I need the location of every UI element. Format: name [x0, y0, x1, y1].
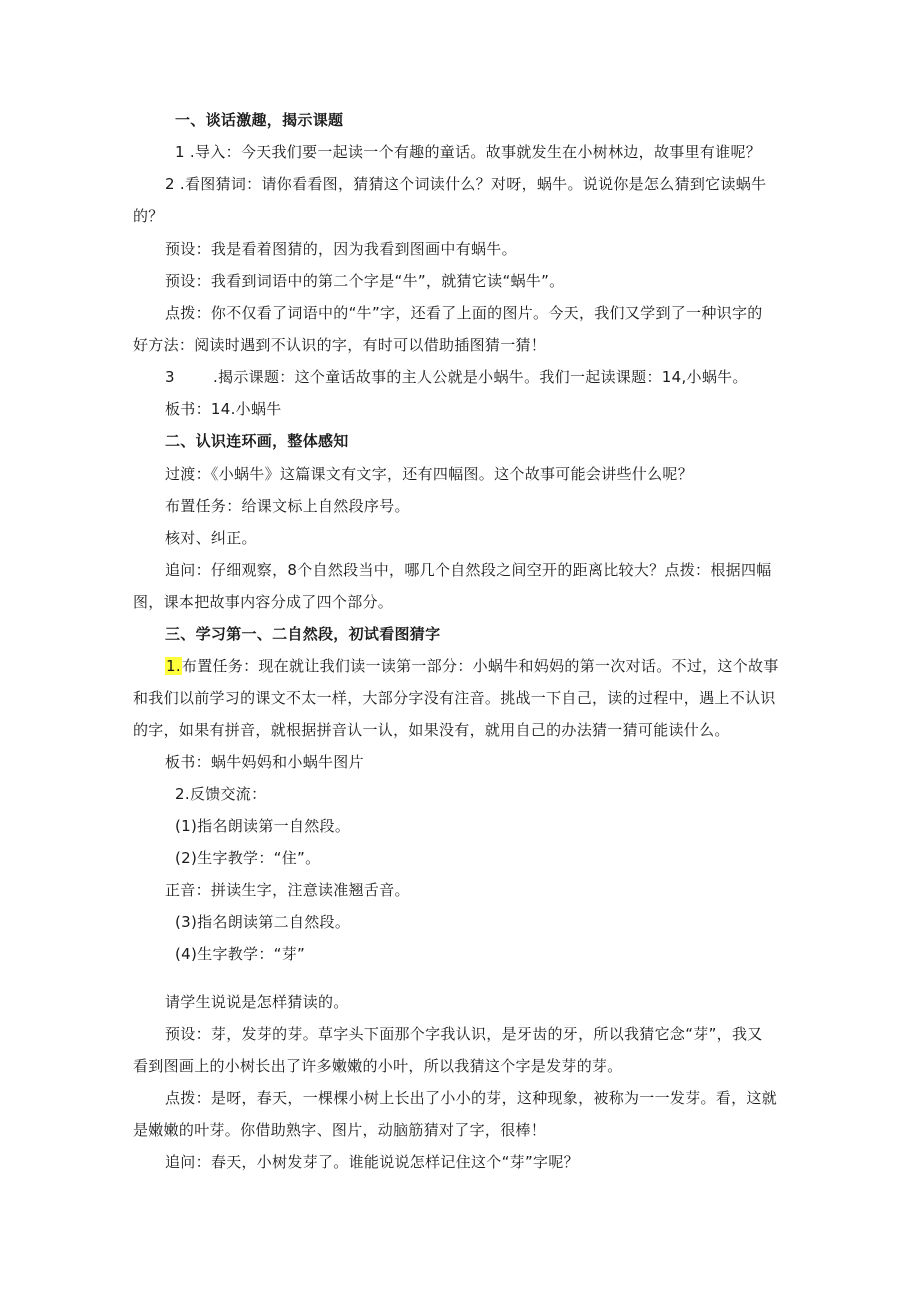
paragraph-guess-word-cont: 的？ [133, 207, 164, 225]
paragraph-task-2-cont-2: 的字，如果有拼音，就根据拼音认一认，如果没有，就用自己的办法猜一猜可能读什么。 [133, 721, 730, 739]
paragraph-correct: 正音：拼读生字，注意读准翘舌音。 [165, 881, 410, 899]
paragraph-sub-2: (2)生字教学：“住”。 [175, 849, 321, 867]
paragraph-guess-word: 2 .看图猜词：请你看看图，猜猜这个词读什么？对呀，蜗牛。说说你是怎么猜到它读蜗牛 [165, 175, 767, 193]
section-heading-2: 二、认识连环画，整体感知 [165, 432, 349, 450]
paragraph-ask-students: 请学生说说是怎样猜读的。 [165, 993, 349, 1011]
paragraph-ask-1-cont: 图，课本把故事内容分成了四个部分。 [133, 593, 394, 611]
paragraph-tip-1: 点拨：你不仅看了词语中的“牛”字，还看了上面的图片。今天，我们又学到了一种识字的 [165, 304, 763, 322]
paragraph-preset-1: 预设：我是看着图猜的，因为我看到图画中有蜗牛。 [165, 240, 517, 258]
paragraph-sub-1: (1)指名朗读第一自然段。 [175, 817, 351, 835]
paragraph-board-1: 板书：14.小蜗牛 [165, 400, 282, 418]
paragraph-feedback: 2.反馈交流： [175, 785, 267, 803]
paragraph-tip-2: 点拨：是呀，春天，一棵棵小树上长出了小小的芽，这种现象，被称为一一发芽。看，这就 [165, 1089, 778, 1107]
paragraph-board-2: 板书：蜗牛妈妈和小蜗牛图片 [165, 753, 364, 771]
paragraph-sub-4: (4)生字教学：“芽” [175, 945, 306, 963]
paragraph-task-2 [165, 656, 779, 676]
section-heading-3: 三、学习第一、二自然段，初试看图猜字 [165, 625, 441, 643]
paragraph-check: 核对、纠正。 [165, 529, 257, 547]
paragraph-transition: 过渡：《小蜗牛》这篇课文有文字，还有四幅图。这个故事可能会讲些什么呢？ [165, 465, 694, 483]
section-heading-1: 一、谈话激趣，揭示课题 [175, 111, 344, 129]
paragraph-sub-3: (3)指名朗读第二自然段。 [175, 913, 351, 931]
paragraph-task-1: 布置任务：给课文标上自然段序号。 [165, 497, 410, 515]
paragraph-preset-3: 预设：芽，发芽的芽。草字头下面那个字我认识，是牙齿的牙，所以我猜它念“芽”，我又 [165, 1025, 763, 1043]
paragraph-tip-2-cont: 是嫩嫩的叶芽。你借助熟字、图片，动脑筋猜对了字，很棒！ [133, 1121, 547, 1139]
paragraph-ask-1: 追问：仔细观察，8个自然段当中，哪几个自然段之间空开的距离比较大？点拨：根据四幅 [165, 561, 772, 579]
paragraph-preset-3-cont: 看到图画上的小树长出了许多嫩嫩的小叶，所以我猜这个字是发芽的芽。 [133, 1057, 623, 1075]
paragraph-reveal-title: .揭示课题：这个童话故事的主人公就是小蜗牛。我们一起读课题：14,小蜗牛。 [213, 368, 748, 386]
paragraph-task-2-cont-1: 和我们以前学习的课文不太一样，大部分字没有注音。挑战一下自己，读的过程中，遇上不认识 [133, 689, 776, 707]
paragraph-reveal-number: 3 [165, 368, 175, 386]
highlighted-number: 1. [166, 657, 181, 675]
paragraph-task-2-text: 布置任务：现在就让我们读一读第一部分：小蜗牛和妈妈的第一次对话。不过，这个故事 [181, 657, 779, 675]
paragraph-preset-2: 预设：我看到词语中的第二个字是“牛”，就猜它读“蜗牛”。 [165, 272, 565, 290]
paragraph-intro: 1 .导入：今天我们要一起读一个有趣的童话。故事就发生在小树林边，故事里有谁呢？ [175, 143, 762, 161]
paragraph-ask-2: 追问：春天，小树发芽了。谁能说说怎样记住这个“芽”字呢？ [165, 1153, 579, 1171]
paragraph-tip-1-cont: 好方法：阅读时遇到不认识的字，有时可以借助插图猜一猜！ [133, 336, 547, 354]
